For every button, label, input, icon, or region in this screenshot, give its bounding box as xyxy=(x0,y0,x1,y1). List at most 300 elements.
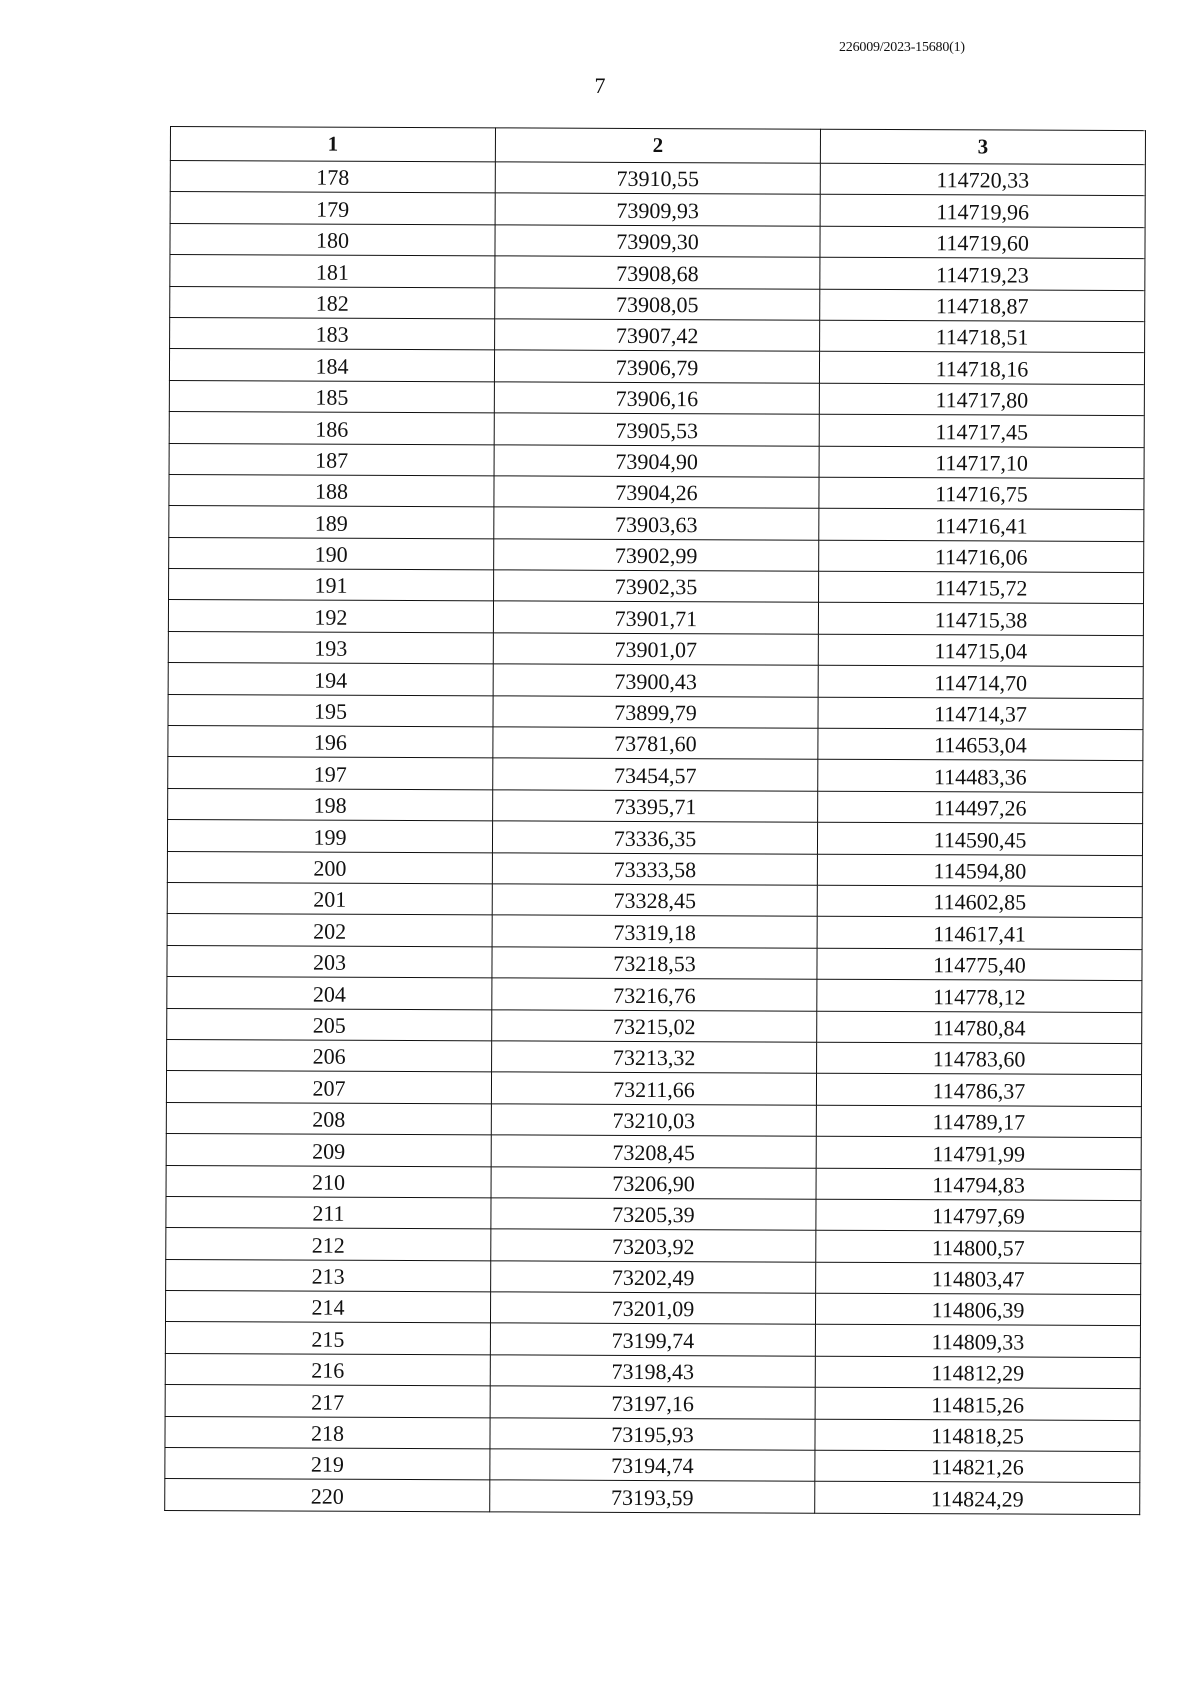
y-coordinate-cell xyxy=(820,226,1145,259)
y-coordinate-cell xyxy=(817,1011,1142,1044)
cell-text: 181 xyxy=(315,259,349,285)
table-row xyxy=(170,255,1145,290)
cell-text: 184 xyxy=(315,353,349,379)
x-coordinate-cell xyxy=(493,790,818,823)
table-row xyxy=(170,192,1145,227)
cell-text: 194 xyxy=(314,667,348,693)
cell-text: 73902,35 xyxy=(614,574,698,600)
table-row xyxy=(167,1008,1142,1043)
point-number-cell xyxy=(169,569,494,602)
cell-text: 114715,72 xyxy=(934,575,1028,602)
table-row xyxy=(166,1102,1141,1137)
cell-text: 73198,43 xyxy=(611,1359,695,1385)
table-row xyxy=(165,1448,1140,1483)
cell-text: 73909,30 xyxy=(616,229,699,255)
point-number-cell xyxy=(167,851,492,884)
x-coordinate-cell xyxy=(490,1323,815,1356)
cell-text: 180 xyxy=(315,227,350,253)
point-number-cell xyxy=(169,380,494,413)
x-coordinate-cell xyxy=(492,884,817,917)
x-coordinate-cell xyxy=(492,852,817,885)
point-number-cell xyxy=(169,537,494,570)
point-number-cell xyxy=(165,1385,490,1418)
table-row xyxy=(170,286,1145,321)
cell-text: 114594,80 xyxy=(933,858,1027,884)
cell-text: 114617,41 xyxy=(933,920,1027,947)
cell-text: 114717,80 xyxy=(935,387,1029,413)
x-coordinate-cell xyxy=(492,915,817,948)
cell-text: 114716,75 xyxy=(935,481,1028,507)
cell-text: 114590,45 xyxy=(933,826,1027,853)
table-row xyxy=(166,1196,1141,1231)
cell-text: 114809,33 xyxy=(931,1329,1025,1355)
y-coordinate-cell xyxy=(819,383,1144,416)
cell-text: 114778,12 xyxy=(932,983,1026,1010)
cell-text: 73909,93 xyxy=(616,197,699,223)
x-coordinate-cell xyxy=(493,601,818,634)
cell-text: 73908,05 xyxy=(615,291,699,318)
cell-text: 73899,79 xyxy=(614,699,697,726)
x-coordinate-cell xyxy=(492,978,817,1011)
point-number-cell xyxy=(169,443,494,476)
point-number-cell xyxy=(170,317,495,350)
x-coordinate-cell xyxy=(492,1009,817,1042)
table-row xyxy=(168,757,1143,792)
cell-text: 210 xyxy=(312,1169,346,1195)
cell-text: 73910,55 xyxy=(616,166,700,192)
x-coordinate-cell xyxy=(490,1480,815,1513)
cell-text: 73902,99 xyxy=(614,542,698,569)
cell-text: 179 xyxy=(316,196,350,222)
point-number-cell xyxy=(168,694,493,727)
cell-text: 73901,07 xyxy=(614,637,698,663)
cell-text: 208 xyxy=(312,1106,346,1132)
cell-text: 192 xyxy=(314,604,348,630)
x-coordinate-cell xyxy=(490,1417,815,1450)
table-row xyxy=(170,223,1145,258)
column-header-3: 3 xyxy=(820,129,1145,164)
cell-text: 73319,18 xyxy=(613,919,696,945)
cell-text: 114483,36 xyxy=(933,764,1027,790)
cell-text: 193 xyxy=(314,635,348,661)
y-coordinate-cell xyxy=(818,665,1143,698)
table-row xyxy=(169,412,1144,447)
cell-text: 203 xyxy=(312,949,347,975)
x-coordinate-cell xyxy=(495,193,820,226)
cell-text: 209 xyxy=(312,1138,346,1164)
x-coordinate-cell xyxy=(495,256,820,289)
point-number-cell xyxy=(167,945,492,978)
cell-text: 183 xyxy=(315,321,349,348)
point-number-cell xyxy=(166,1259,491,1292)
cell-text: 114717,45 xyxy=(935,418,1029,445)
point-number-cell xyxy=(166,1071,491,1104)
cell-text: 188 xyxy=(314,478,349,505)
y-coordinate-cell xyxy=(816,1262,1141,1295)
y-coordinate-cell xyxy=(817,1042,1142,1075)
cell-text: 186 xyxy=(315,416,349,442)
cell-text: 73906,16 xyxy=(615,385,699,412)
x-coordinate-cell xyxy=(495,225,820,258)
point-number-cell xyxy=(166,1165,491,1198)
cell-text: 199 xyxy=(313,824,347,850)
cell-text: 73193,59 xyxy=(610,1484,694,1511)
cell-text: 214 xyxy=(311,1295,345,1321)
cell-text: 114812,29 xyxy=(931,1360,1025,1386)
table-row xyxy=(169,506,1144,541)
point-number-cell xyxy=(167,820,492,853)
x-coordinate-cell xyxy=(494,350,819,383)
cell-text: 114719,23 xyxy=(935,261,1029,288)
y-coordinate-cell xyxy=(817,885,1142,918)
cell-text: 73215,02 xyxy=(612,1013,696,1040)
point-number-cell xyxy=(168,631,493,664)
table-row xyxy=(170,317,1145,352)
x-coordinate-cell xyxy=(495,319,820,352)
x-coordinate-cell xyxy=(494,476,819,509)
x-coordinate-cell xyxy=(490,1355,815,1388)
x-coordinate-cell xyxy=(491,1104,816,1137)
y-coordinate-cell xyxy=(819,477,1144,510)
cell-text: 114716,06 xyxy=(934,544,1028,570)
cell-text: 114719,96 xyxy=(936,198,1030,225)
cell-text: 114818,25 xyxy=(931,1423,1024,1449)
table-row xyxy=(166,1071,1141,1106)
point-number-cell xyxy=(166,1228,491,1261)
point-number-cell xyxy=(166,1196,491,1229)
x-coordinate-cell xyxy=(491,1166,816,1199)
cell-text: 114718,51 xyxy=(935,324,1029,350)
point-number-cell xyxy=(168,726,493,759)
x-coordinate-cell xyxy=(492,821,817,854)
x-coordinate-cell xyxy=(491,1261,816,1294)
cell-text: 73205,39 xyxy=(612,1202,695,1228)
cell-text: 73201,09 xyxy=(611,1296,695,1322)
table-row xyxy=(166,1259,1141,1294)
x-coordinate-cell xyxy=(493,758,818,791)
cell-text: 73904,90 xyxy=(615,448,698,475)
table-row xyxy=(165,1353,1140,1388)
point-number-cell xyxy=(166,1134,491,1167)
cell-text: 73216,76 xyxy=(613,982,696,1008)
point-number-cell xyxy=(168,600,493,633)
cell-text: 191 xyxy=(314,573,348,599)
x-coordinate-cell xyxy=(493,633,818,666)
point-number-cell xyxy=(168,757,493,790)
cell-text: 215 xyxy=(311,1326,345,1352)
cell-text: 73218,53 xyxy=(613,951,696,977)
y-coordinate-cell xyxy=(820,320,1145,353)
y-coordinate-cell xyxy=(815,1387,1140,1420)
y-coordinate-cell xyxy=(818,697,1143,730)
cell-text: 73454,57 xyxy=(613,762,697,789)
cell-text: 205 xyxy=(312,1012,346,1038)
table-row xyxy=(168,726,1143,761)
y-coordinate-cell xyxy=(816,1230,1141,1263)
cell-text: 220 xyxy=(310,1483,344,1509)
cell-text: 189 xyxy=(314,510,348,536)
y-coordinate-cell xyxy=(818,728,1143,761)
cell-text: 114786,37 xyxy=(932,1077,1026,1104)
y-coordinate-cell xyxy=(819,352,1144,385)
cell-text: 200 xyxy=(313,855,347,881)
cell-text: 73202,49 xyxy=(611,1264,695,1291)
table-row xyxy=(166,1165,1141,1200)
point-number-cell xyxy=(165,1448,490,1481)
x-coordinate-cell xyxy=(491,1198,816,1231)
cell-text: 114714,70 xyxy=(934,669,1028,696)
cell-text: 198 xyxy=(313,792,347,818)
column-header-1: 1 xyxy=(170,127,495,162)
cell-text: 73328,45 xyxy=(613,888,697,914)
y-coordinate-cell xyxy=(816,1105,1141,1138)
cell-text: 114791,99 xyxy=(932,1140,1026,1167)
cell-text: 114780,84 xyxy=(932,1015,1026,1041)
x-coordinate-cell xyxy=(491,1072,816,1105)
table-row xyxy=(166,1228,1141,1263)
column-header-2: 2 xyxy=(495,128,820,163)
table-row xyxy=(170,161,1145,196)
y-coordinate-cell xyxy=(815,1325,1140,1358)
cell-text: 201 xyxy=(313,886,347,913)
point-number-cell xyxy=(167,1039,492,1072)
point-number-cell xyxy=(169,506,494,539)
y-coordinate-cell xyxy=(818,791,1143,824)
y-coordinate-cell xyxy=(815,1293,1140,1326)
y-coordinate-cell xyxy=(820,163,1145,196)
point-number-cell xyxy=(166,1102,491,1135)
cell-text: 73908,68 xyxy=(616,260,699,286)
table-row xyxy=(165,1322,1140,1357)
cell-text: 73906,79 xyxy=(615,354,699,380)
cell-text: 206 xyxy=(312,1043,346,1070)
cell-text: 114716,41 xyxy=(934,512,1028,539)
cell-text: 114794,83 xyxy=(932,1172,1025,1198)
point-number-cell xyxy=(167,1008,492,1041)
cell-text: 73199,74 xyxy=(611,1327,695,1354)
y-coordinate-cell xyxy=(818,603,1143,636)
table-row xyxy=(165,1291,1140,1326)
cell-text: 114797,69 xyxy=(932,1203,1025,1229)
cell-text: 185 xyxy=(315,384,349,410)
y-coordinate-cell xyxy=(819,509,1144,542)
table-row xyxy=(169,569,1144,604)
table-row xyxy=(169,380,1144,415)
table-row xyxy=(165,1416,1140,1451)
cell-text: 114718,87 xyxy=(935,293,1029,319)
table-row xyxy=(169,537,1144,572)
point-number-cell xyxy=(170,255,495,288)
table-row xyxy=(167,945,1142,980)
x-coordinate-cell xyxy=(494,444,819,477)
point-number-cell xyxy=(170,192,495,225)
cell-text: 73904,26 xyxy=(615,480,698,506)
cell-text: 114815,26 xyxy=(931,1391,1025,1418)
y-coordinate-cell xyxy=(816,1136,1141,1169)
cell-text: 216 xyxy=(311,1357,345,1383)
y-coordinate-cell xyxy=(820,257,1145,290)
document-number: 226009/2023-15680(1) xyxy=(839,40,965,55)
point-number-cell xyxy=(165,1416,490,1449)
cell-text: 114800,57 xyxy=(931,1234,1025,1261)
cell-text: 114719,60 xyxy=(936,230,1029,256)
cell-text: 187 xyxy=(315,447,349,473)
y-coordinate-cell xyxy=(819,540,1144,573)
cell-text: 73210,03 xyxy=(612,1107,696,1134)
cell-text: 73208,45 xyxy=(612,1139,696,1165)
y-coordinate-cell xyxy=(816,1199,1141,1232)
y-coordinate-cell xyxy=(816,1074,1141,1107)
cell-text: 73900,43 xyxy=(614,668,697,694)
cell-text: 73907,42 xyxy=(615,323,699,349)
cell-text: 73206,90 xyxy=(612,1170,695,1197)
x-coordinate-cell xyxy=(492,947,817,980)
x-coordinate-cell xyxy=(493,664,818,697)
point-number-cell xyxy=(165,1479,490,1512)
y-coordinate-cell xyxy=(816,1168,1141,1201)
point-number-cell xyxy=(167,977,492,1010)
x-coordinate-cell xyxy=(490,1449,815,1482)
x-coordinate-cell xyxy=(494,570,819,603)
cell-text: 73203,92 xyxy=(612,1233,695,1259)
cell-text: 114821,26 xyxy=(930,1454,1024,1480)
cell-text: 73781,60 xyxy=(614,731,697,757)
cell-text: 73213,32 xyxy=(612,1045,696,1071)
coordinates-table xyxy=(164,126,1146,1515)
y-coordinate-cell xyxy=(817,979,1142,1012)
cell-text: 73194,74 xyxy=(611,1453,694,1479)
table-row xyxy=(169,443,1144,478)
table-row xyxy=(167,977,1142,1012)
table-row xyxy=(168,788,1143,823)
cell-text: 114714,37 xyxy=(934,701,1027,727)
cell-text: 73901,71 xyxy=(614,605,698,632)
cell-text: 212 xyxy=(311,1232,345,1258)
point-number-cell xyxy=(170,223,495,256)
cell-text: 73211,66 xyxy=(613,1076,695,1102)
table-body xyxy=(165,161,1146,1515)
cell-text: 207 xyxy=(312,1075,346,1101)
cell-text: 73333,58 xyxy=(613,856,697,883)
table-row xyxy=(169,349,1144,384)
y-coordinate-cell xyxy=(818,760,1143,793)
y-coordinate-cell xyxy=(815,1450,1140,1483)
cell-text: 211 xyxy=(312,1200,345,1227)
x-coordinate-cell xyxy=(494,382,819,415)
table-row xyxy=(167,914,1142,949)
point-number-cell xyxy=(169,474,494,507)
x-coordinate-cell xyxy=(491,1135,816,1168)
x-coordinate-cell xyxy=(490,1292,815,1325)
cell-text: 114783,60 xyxy=(932,1046,1026,1072)
y-coordinate-cell xyxy=(817,917,1142,950)
cell-text: 114653,04 xyxy=(934,732,1027,759)
page-number: 7 xyxy=(594,73,606,98)
x-coordinate-cell xyxy=(494,507,819,540)
table-row xyxy=(167,820,1142,855)
x-coordinate-cell xyxy=(493,695,818,728)
cell-text: 182 xyxy=(315,290,349,316)
table-row xyxy=(165,1385,1140,1420)
y-coordinate-cell xyxy=(815,1482,1140,1515)
y-coordinate-cell xyxy=(817,822,1142,855)
table-row xyxy=(167,882,1142,917)
x-coordinate-cell xyxy=(492,1041,817,1074)
x-coordinate-cell xyxy=(494,413,819,446)
cell-text: 114806,39 xyxy=(931,1297,1025,1324)
cell-text: 114718,16 xyxy=(935,355,1029,382)
y-coordinate-cell xyxy=(817,854,1142,887)
cell-text: 114824,29 xyxy=(930,1485,1024,1512)
cell-text: 204 xyxy=(312,981,346,1007)
cell-text: 73903,63 xyxy=(615,511,698,537)
cell-text: 114803,47 xyxy=(931,1266,1025,1292)
point-number-cell xyxy=(169,349,494,382)
y-coordinate-cell xyxy=(820,289,1145,322)
table-row xyxy=(167,851,1142,886)
x-coordinate-cell xyxy=(495,162,820,195)
table-row xyxy=(165,1479,1140,1514)
table-row xyxy=(168,600,1143,635)
point-number-cell xyxy=(165,1322,490,1355)
table-row xyxy=(168,631,1143,666)
cell-text: 195 xyxy=(313,698,348,724)
point-number-cell xyxy=(165,1353,490,1386)
cell-text: 114720,33 xyxy=(936,167,1030,193)
cell-text: 73195,93 xyxy=(611,1421,694,1448)
point-number-cell xyxy=(165,1291,490,1324)
cell-text: 219 xyxy=(310,1452,344,1478)
cell-text: 202 xyxy=(313,918,347,944)
x-coordinate-cell xyxy=(494,539,819,572)
point-number-cell xyxy=(169,412,494,445)
y-coordinate-cell xyxy=(819,446,1144,479)
point-number-cell xyxy=(170,161,495,194)
cell-text: 114775,40 xyxy=(933,952,1026,978)
table-row xyxy=(168,694,1143,729)
point-number-cell xyxy=(168,663,493,696)
cell-text: 73197,16 xyxy=(611,1390,694,1416)
cell-text: 73395,71 xyxy=(613,794,697,820)
cell-text: 114789,17 xyxy=(932,1109,1026,1135)
y-coordinate-cell xyxy=(819,414,1144,447)
cell-text: 114715,04 xyxy=(934,638,1028,664)
cell-text: 114715,38 xyxy=(934,607,1028,633)
x-coordinate-cell xyxy=(493,727,818,760)
cell-text: 217 xyxy=(311,1389,345,1415)
y-coordinate-cell xyxy=(820,195,1145,228)
x-coordinate-cell xyxy=(491,1229,816,1262)
cell-text: 114602,85 xyxy=(933,889,1027,915)
cell-text: 73905,53 xyxy=(615,417,699,443)
x-coordinate-cell xyxy=(490,1386,815,1419)
y-coordinate-cell xyxy=(815,1419,1140,1452)
cell-text: 178 xyxy=(316,165,350,191)
table-row xyxy=(168,663,1143,698)
y-coordinate-cell xyxy=(815,1356,1140,1389)
point-number-cell xyxy=(170,286,495,319)
cell-text: 218 xyxy=(310,1420,345,1446)
point-number-cell xyxy=(168,788,493,821)
point-number-cell xyxy=(167,914,492,947)
cell-text: 197 xyxy=(313,761,347,787)
cell-text: 196 xyxy=(313,730,347,756)
cell-text: 190 xyxy=(314,541,348,567)
table-row xyxy=(167,1039,1142,1074)
y-coordinate-cell xyxy=(819,571,1144,604)
table-row xyxy=(166,1134,1141,1169)
y-coordinate-cell xyxy=(817,948,1142,981)
